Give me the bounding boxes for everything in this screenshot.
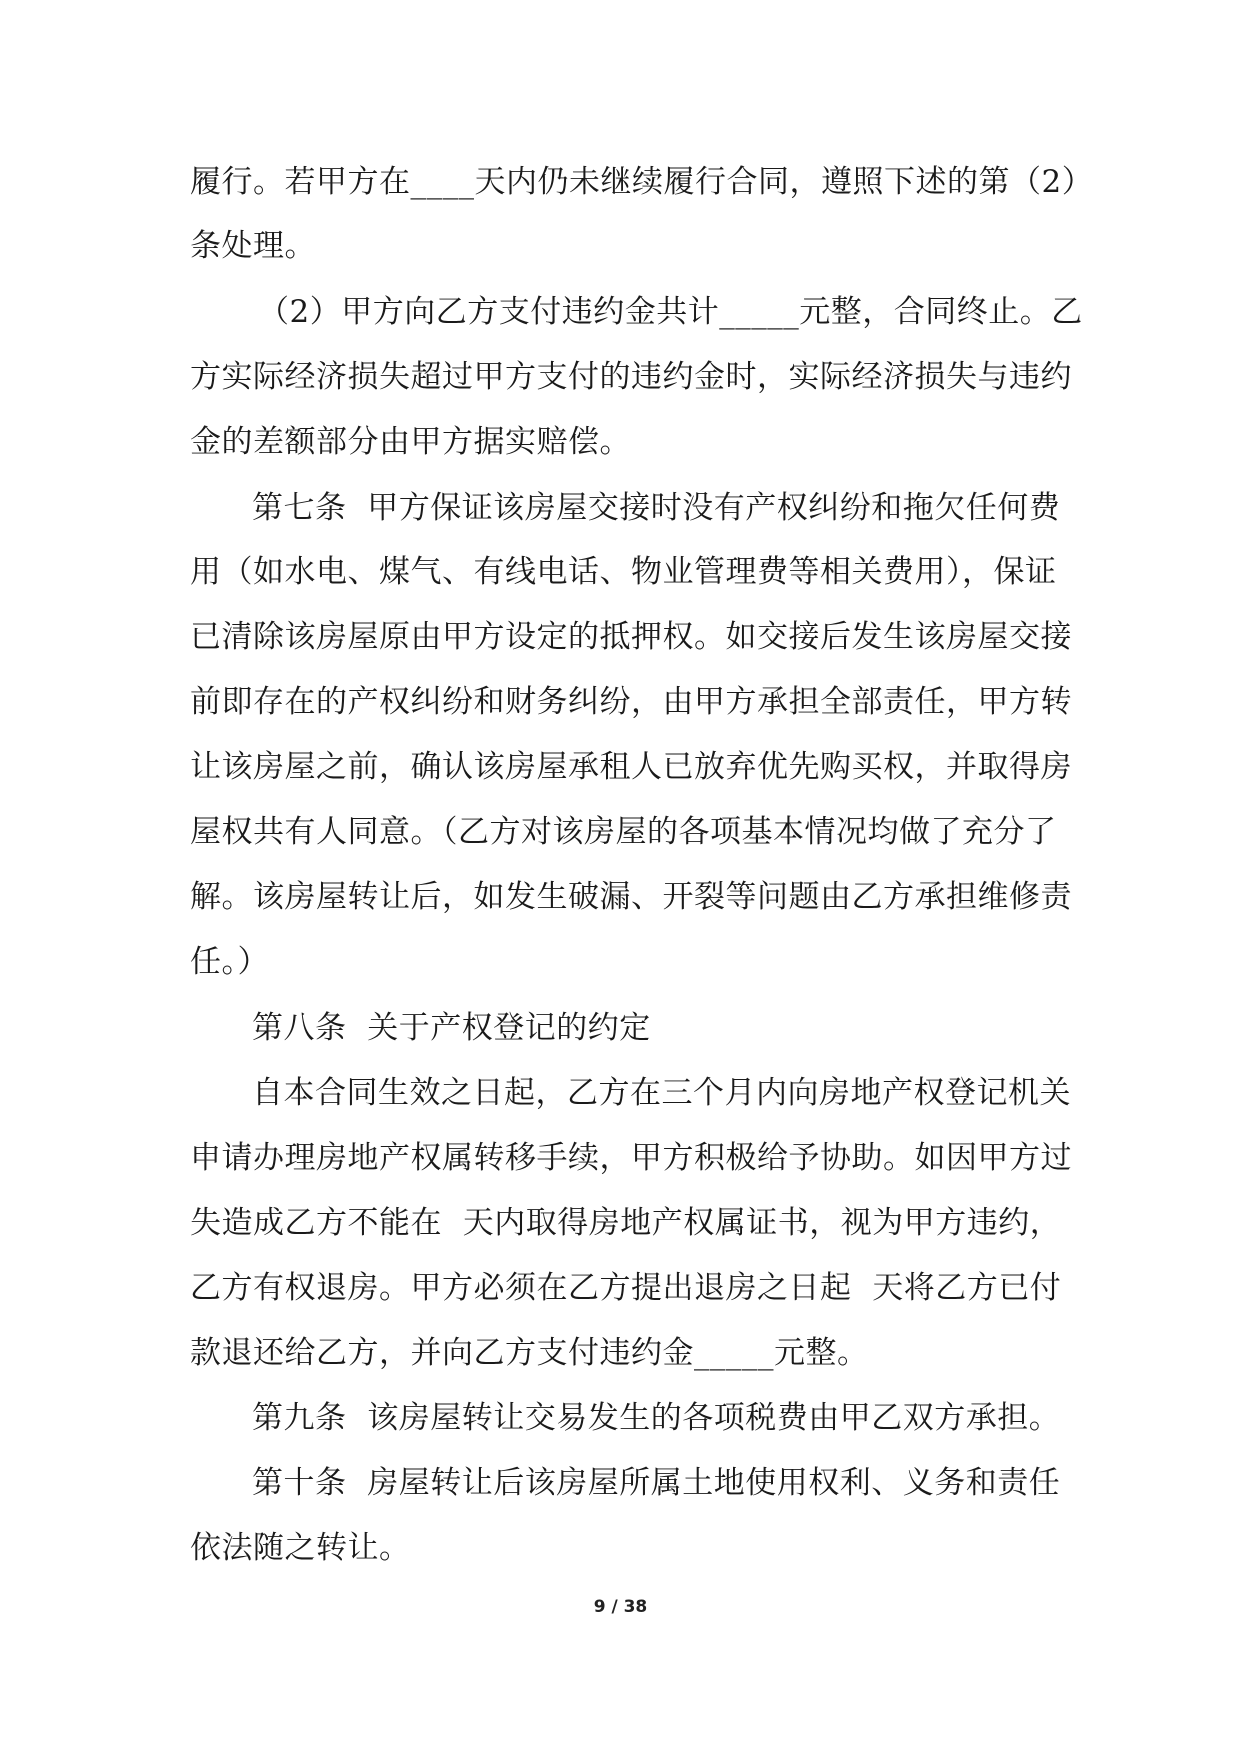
- text-line: 依法随之转让。: [190, 1530, 411, 1566]
- text-line: 款退还给乙方，并向乙方支付违约金_____元整。: [190, 1335, 869, 1371]
- text-line: 已清除该房屋原由甲方设定的抵押权。如交接后发生该房屋交接: [190, 619, 1072, 655]
- text-line: 方实际经济损失超过甲方支付的违约金时，实际经济损失与违约: [190, 359, 1072, 395]
- text-line: 前即存在的产权纠纷和财务纠纷，由甲方承担全部责任，甲方转: [190, 684, 1072, 720]
- text-line: 让该房屋之前，确认该房屋承租人已放弃优先购买权，并取得房: [190, 749, 1072, 785]
- text-line: 第九条 该房屋转让交易发生的各项税费由甲乙双方承担。: [252, 1400, 1061, 1436]
- text-line: 任。）: [190, 944, 269, 980]
- page-number: 9 / 38: [593, 1597, 648, 1617]
- text-line: 第十条 房屋转让后该房屋所属土地使用权利、义务和责任: [252, 1465, 1061, 1501]
- text-line: 申请办理房地产权属转移手续，甲方积极给予协助。如因甲方过: [190, 1140, 1072, 1176]
- text-line: 自本合同生效之日起，乙方在三个月内向房地产权登记机关: [252, 1075, 1071, 1111]
- text-line: 履行。若甲方在____天内仍未继续履行合同，遵照下述的第（2）: [190, 164, 1094, 200]
- text-line: 第八条 关于产权登记的约定: [252, 1010, 651, 1046]
- text-line: 条处理。: [190, 228, 316, 264]
- text-line: （2）甲方向乙方支付违约金共计_____元整，合同终止。乙: [258, 294, 1083, 330]
- text-line: 失造成乙方不能在 天内取得房地产权属证书，视为甲方违约，: [190, 1205, 1062, 1241]
- text-line: 用（如水电、煤气、有线电话、物业管理费等相关费用），保证: [190, 554, 1057, 590]
- text-line: 屋权共有人同意。（乙方对该房屋的各项基本情况均做了充分了: [190, 814, 1057, 850]
- text-line: 乙方有权退房。甲方必须在乙方提出退房之日起 天将乙方已付: [190, 1270, 1062, 1306]
- text-line: 解。该房屋转让后，如发生破漏、开裂等问题由乙方承担维修责: [190, 879, 1072, 915]
- text-line: 金的差额部分由甲方据实赔偿。: [190, 424, 631, 460]
- text-line: 第七条 甲方保证该房屋交接时没有产权纠纷和拖欠任何费: [252, 490, 1061, 526]
